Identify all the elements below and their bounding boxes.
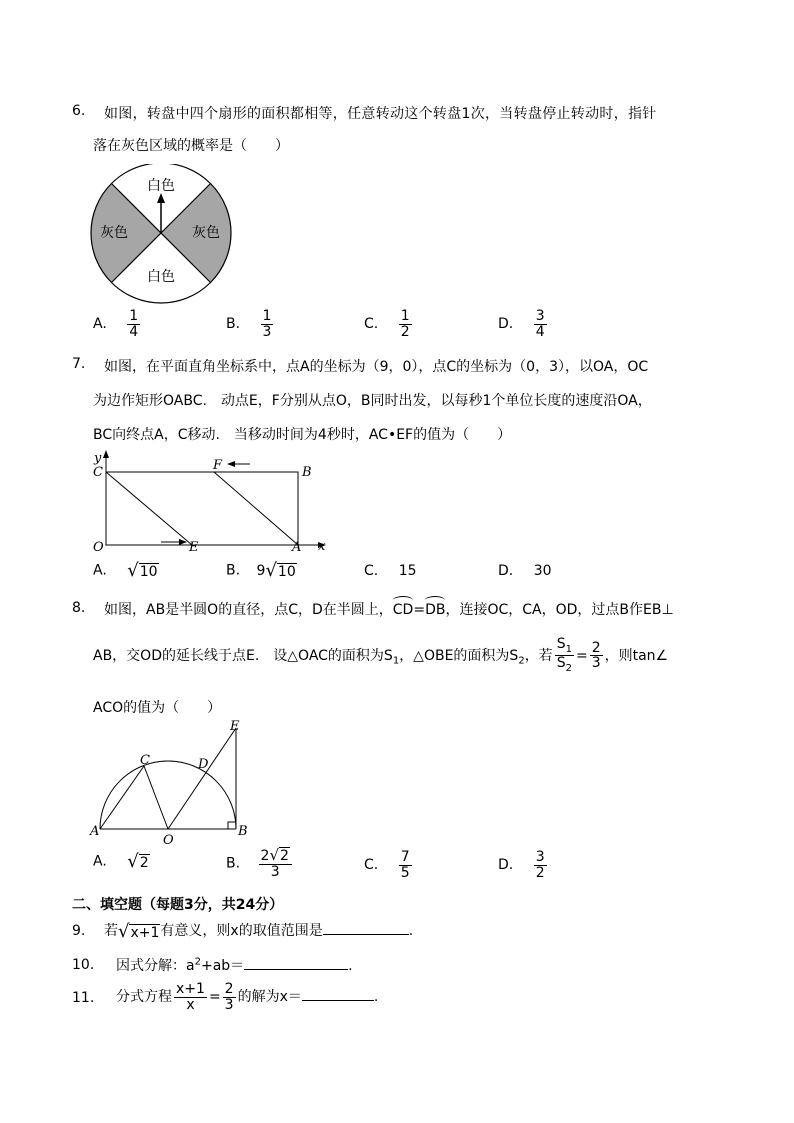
rectangle-coordinate-figure [86, 448, 336, 554]
q8-text-line3: ACO的值为（ ） [93, 700, 222, 716]
point-b-label: B [302, 465, 312, 480]
q6-choice-d[interactable]: D. $\frac{3}{4}$ [498, 308, 545, 340]
point-c-label: C [93, 465, 103, 480]
q6-text-line2: 落在灰色区域的概率是（ ） [93, 138, 289, 154]
q7-number: 7. [72, 356, 86, 372]
point-o-label: O [93, 540, 104, 554]
q11-text: 分式方程 $\frac{x+1}{x}$ = $\frac{2}{3}$ 的解为x＝ . [116, 981, 379, 1013]
q11-number: 11. [72, 990, 95, 1006]
q6-text-line1: 如图，转盘中四个扇形的面积都相等，任意转动这个转盘1次，当转盘停止转动时，指针 [104, 106, 657, 122]
q7-text-line2: 为边作矩形OABC. 动点E，F分别从点O，B同时出发，以每秒1个单位长度的速度沿OA， [93, 393, 652, 409]
q7-choice-d[interactable]: D. 30 [498, 563, 552, 579]
q8-number: 8. [72, 600, 86, 616]
q9-answer-blank[interactable] [323, 934, 409, 935]
q8-text-line2: AB，交OD的延长线于点E. 设△OAC的面积为$S_1$，△OBE的面积为$S_2$，若 $\frac{S_1}{S_2}$ = $\frac{2}{3}$ ，则tan∠ [93, 636, 669, 675]
x-axis-label: x [318, 539, 326, 554]
q7-text-line3: BC向终点A，C移动. 当移动时间为4秒时，AC•EF的值为（ ） [93, 427, 512, 443]
point-o-label: O [163, 833, 174, 848]
q6-number: 6. [72, 103, 86, 119]
spinner-wheel-figure [88, 164, 238, 304]
y-axis-label: y [94, 451, 102, 466]
q9-text: 若√x+1有意义，则x的取值范围是 . [104, 920, 414, 942]
point-b-label: B [238, 824, 248, 839]
q8-choice-b[interactable]: B. $\frac{2√2}{3}$ [226, 848, 294, 879]
q6-choice-c[interactable]: C. $\frac{1}{2}$ [364, 308, 410, 340]
point-a-label: A [292, 540, 302, 554]
wheel-right-label: 灰色 [192, 225, 220, 241]
q10-answer-blank[interactable] [244, 969, 348, 970]
point-e-label: E [189, 540, 199, 554]
wheel-left-label: 灰色 [100, 225, 128, 241]
q7-text-line1: 如图，在平面直角坐标系中，点A的坐标为（9，0），点C的坐标为（0，3），以OA，OC [104, 359, 649, 375]
q10-text: 因式分解：$a^2+ab=$ . [116, 956, 353, 974]
semicircle-figure [86, 716, 256, 848]
q8-choice-c[interactable]: C. $\frac{7}{5}$ [364, 849, 410, 881]
q9-number: 9. [72, 923, 86, 939]
q8-choice-a[interactable]: A. √2 [93, 851, 149, 872]
q6-choice-b[interactable]: B. $\frac{1}{3}$ [226, 308, 272, 340]
q11-answer-blank[interactable] [302, 1000, 374, 1001]
point-d-label: D [198, 757, 209, 772]
section-title: 二、填空题（每题3分，共24分） [72, 897, 284, 913]
q7-choice-b[interactable]: B. 9√10 [226, 560, 296, 581]
point-c-label: C [140, 753, 150, 768]
q10-number: 10. [72, 957, 95, 973]
q8-choice-d[interactable]: D. $\frac{3}{2}$ [498, 849, 545, 881]
q8-text-line1: 如图，AB是半圆O的直径，点C，D在半圆上， CD= DB，连接OC，CA，OD，过点B作EB⊥ [104, 596, 674, 619]
q6-choice-a[interactable]: A. $\frac{1}{4}$ [93, 308, 139, 340]
point-a-label: A [90, 824, 100, 839]
q7-choice-a[interactable]: A. √10 [93, 560, 158, 581]
point-e-label: E [230, 719, 240, 734]
wheel-top-label: 白色 [147, 178, 175, 194]
q7-choice-c[interactable]: C. 15 [364, 563, 417, 579]
wheel-bottom-label: 白色 [147, 269, 175, 285]
point-f-label: F [213, 458, 223, 473]
